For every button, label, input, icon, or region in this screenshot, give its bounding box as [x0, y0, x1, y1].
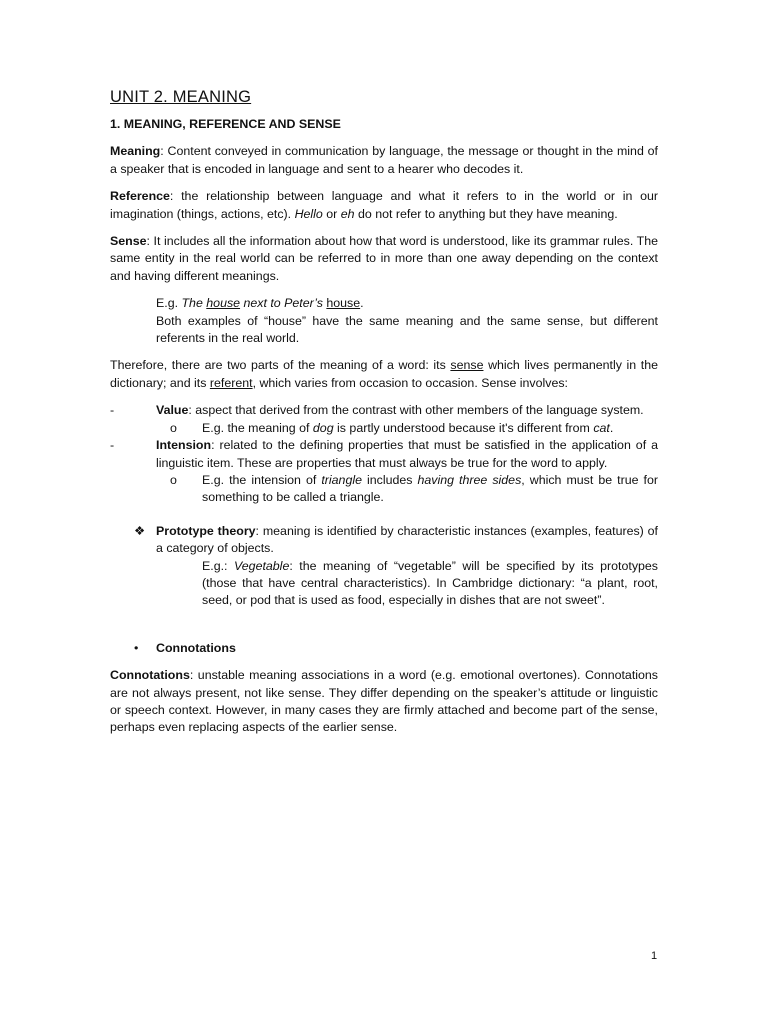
connector-text: or	[322, 206, 341, 221]
intension-example-text-2: includes	[361, 472, 418, 487]
circle-bullet: o	[170, 472, 177, 487]
meaning-definition	[110, 143, 658, 178]
referent-underlined: referent	[209, 375, 253, 390]
example-text: The	[181, 296, 207, 311]
house-example-line1	[156, 295, 658, 312]
dash-bullet: -	[110, 438, 115, 453]
round-bullet: •	[134, 640, 139, 655]
diamond-bullet-icon: ❖	[134, 523, 146, 538]
circle-bullet: o	[170, 420, 177, 435]
dash-bullet: -	[110, 403, 115, 418]
intension-item	[110, 437, 658, 472]
connotations-heading: Connotations	[156, 640, 236, 655]
connotations-bullet-item	[110, 640, 658, 657]
reference-definition	[110, 188, 658, 223]
sense-label: Sense	[110, 234, 147, 249]
value-example-text-2: is partly understood because it's different from	[333, 420, 594, 435]
phrase-three-sides: having three sides	[417, 472, 522, 487]
value-example-text: E.g. the meaning of	[202, 420, 313, 435]
page-number: 1	[651, 950, 658, 962]
sense-text: : It includes all the information about how that word is understood, like its grammar rules. The same entity in the real world can be referred to in more than one away depending on the context and having different meanings.	[110, 234, 658, 283]
intension-example-text-3: , which must be true for something to be called a triangle.	[202, 472, 658, 505]
house-word-2: house	[326, 296, 361, 311]
intension-example-text: E.g. the intension of	[202, 472, 322, 487]
reference-text: : the relationship between language and what it refers to in the world or in our imagination (things, actions, etc).	[110, 189, 658, 221]
example-word-eh: eh	[340, 206, 355, 221]
connotations-text: : unstable meaning associations in a word (e.g. emotional overtones). Connotations are not always present, not like sense. They differ depending on the speaker’s attitude or linguistic or speech context. However, in many cases they are firmly attached and become part of the sense, perhaps even replacing aspects of the earlier sense.	[110, 668, 658, 735]
example-word-hello: Hello	[294, 206, 323, 221]
connotations-definition	[110, 667, 658, 737]
word-vegetable: Vegetable	[233, 558, 290, 573]
eg-label: E.g.	[156, 296, 182, 311]
eg-label: E.g.:	[202, 558, 234, 573]
meaning-label: Meaning	[110, 144, 161, 159]
therefore-paragraph	[110, 357, 658, 392]
value-label: Value	[156, 403, 189, 418]
house-example	[156, 295, 658, 347]
word-dog: dog	[312, 420, 334, 435]
section-heading: 1. MEANING, REFERENCE AND SENSE	[110, 117, 341, 131]
intension-body	[156, 437, 658, 472]
document-body	[110, 86, 658, 747]
house-example-line2: Both examples of “house” have the same meaning and the same sense, but different referents in the real world.	[156, 313, 658, 346]
example-period: .	[360, 296, 364, 311]
prototype-text: : meaning is identified by characteristic instances (examples, features) of a category of objects.	[156, 523, 658, 556]
connotations-label: Connotations	[110, 668, 190, 683]
example-text-mid: next to Peter’s	[240, 296, 327, 311]
therefore-text-1: Therefore, there are two parts of the meaning of a word: its	[110, 358, 451, 373]
unit-title: UNIT 2. MEANING	[110, 88, 252, 106]
sense-definition	[110, 233, 658, 285]
value-body	[156, 402, 658, 419]
therefore-text-3: , which varies from occasion to occasion. Sense involves:	[252, 375, 568, 390]
therefore-text-2: which lives permanently in the dictionary; and its	[110, 358, 659, 390]
reference-label: Reference	[110, 189, 170, 204]
word-cat: cat	[593, 420, 610, 435]
value-text: : aspect that derived from the contrast with other members of the language system.	[188, 403, 644, 418]
intension-label: Intension	[156, 438, 212, 453]
sense-underlined: sense	[450, 358, 484, 373]
vegetable-example-text: : the meaning of “vegetable” will be specified by its prototypes (those that have central characteristics). In Cambridge dictionary: “a plant, root, seed, or pod that is used as food, especially in dishes that are not sweet”.	[202, 558, 658, 608]
intension-subitem	[156, 472, 658, 507]
value-subitem	[156, 420, 658, 437]
meaning-text: : Content conveyed in communication by language, the message or thought in the mind of a speaker that is encoded in language and sent to a hearer who decodes it.	[110, 144, 658, 176]
intension-text: : related to the defining properties that must be satisfied in the application of a linguistic item. These are properties that must always be true for the word to apply.	[156, 438, 658, 470]
value-item	[110, 402, 658, 419]
house-word-1: house	[206, 296, 241, 311]
word-triangle: triangle	[321, 472, 362, 487]
prototype-body	[156, 523, 658, 558]
prototype-label: Prototype theory	[156, 523, 256, 538]
intension-example	[202, 472, 658, 507]
prototype-item	[110, 523, 658, 558]
reference-text-end: do not refer to anything but they have meaning.	[354, 206, 618, 221]
vegetable-example	[202, 558, 658, 610]
value-example	[202, 420, 658, 437]
value-example-period: .	[609, 420, 614, 435]
